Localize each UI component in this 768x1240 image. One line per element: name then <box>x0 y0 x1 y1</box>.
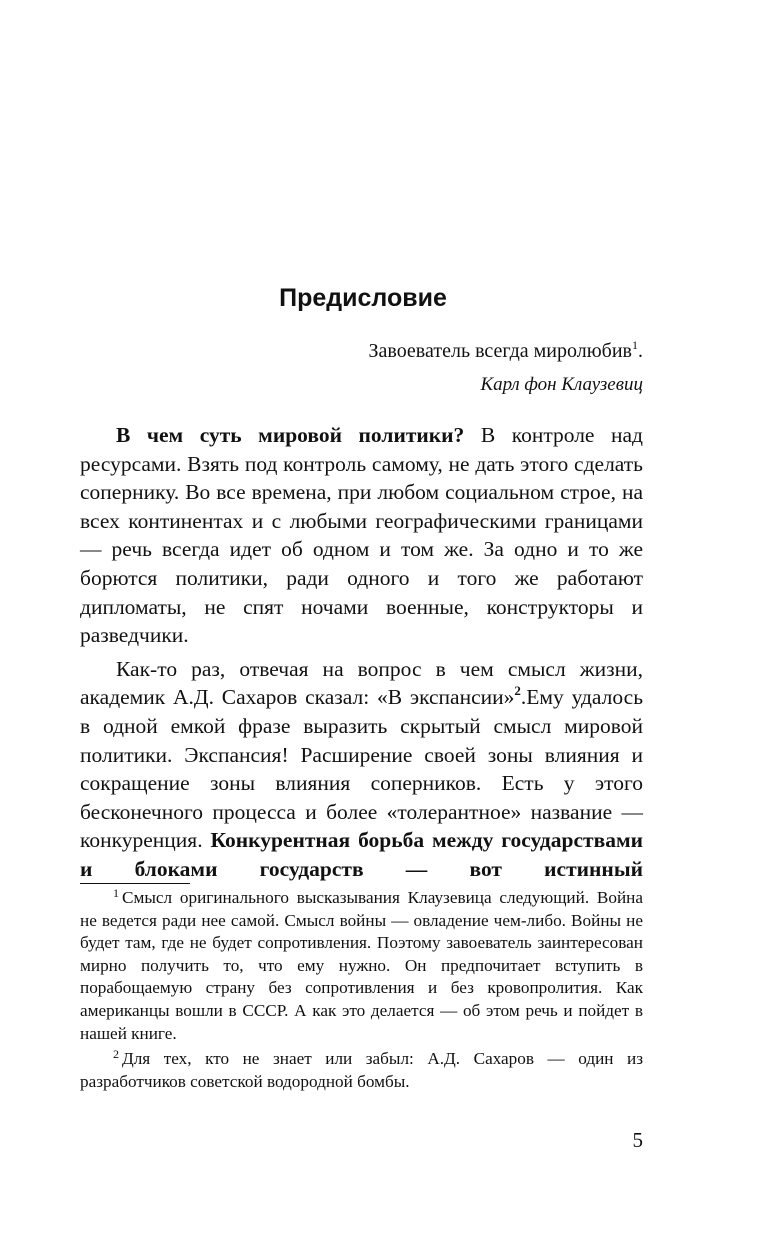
footnote-2-number: 2 <box>113 1047 119 1062</box>
main-text <box>80 421 643 884</box>
footnotes <box>80 887 643 1093</box>
epigraph-quote-line <box>368 336 643 366</box>
footnote-2 <box>80 1048 643 1093</box>
chapter-title: Предисловие <box>279 284 447 312</box>
footnote-1-number: 1 <box>113 886 119 900</box>
epigraph-footnote-ref[interactable]: 1 <box>632 338 638 352</box>
page-number: 5 <box>632 1128 643 1152</box>
footnote-divider <box>80 883 190 884</box>
paragraph-2-text-start: Как-то раз, отвечая на вопрос в чем смысл жизни, академик А.Д. Сахаров сказал: «В экспансии» <box>80 656 643 710</box>
epigraph-quote: Завоеватель всегда миролюбив <box>368 340 632 362</box>
footnote-1-text: Смысл оригинального высказывания Клаузевица следующий. Война не ведется ради нее самой. Смысл войны — овладение чем-либо. Войны не будет там, где не будет сопротивления. Поэтому завоеватель заинтересован мирно получить то, что ему нужно. Он предпочитает вступить в порабощаемую страну без сопротивления и без кровопролития. Как американцы вошли в СССР. А как это делается — об этом речь и пойдет в нашей книге. <box>80 888 643 1043</box>
paragraph-2-text-after-ref: .Ему удалось в одной емкой фразе выразить скрытый смысл мировой политики. Экспансия! Расширение своей зоны влияния и сокращение зоны влияния соперников. Есть у этого бесконечного процесса и более «толерантное» название — конкуренция. <box>80 685 643 853</box>
paragraph-2 <box>80 655 643 884</box>
paragraph-1-text: В контроле над ресурсами. Взять под контроль самому, не дать этого сделать сопернику. Во все времена, при любом социальном строе, на всех континентах и с любыми географическими границами — речь всегда идет об одном и том же. За одно и то же борются политики, ради одного и того же работают дипломаты, не спят ночами военные, конструкторы и разведчики. <box>80 423 643 648</box>
paragraph-2-trailing-bold: Конкурентная борьба между государствами и блоками государств — вот истинный <box>80 828 643 881</box>
paragraph-1-lead: В чем суть мировой политики? <box>116 423 465 447</box>
epigraph-author: Карл фон Клаузевиц <box>480 374 643 395</box>
paragraph-2-footnote-ref[interactable]: 2 <box>514 683 521 699</box>
footnote-2-text: Для тех, кто не знает или забыл: А.Д. Сахаров — один из разработчиков советской водородной бомбы. <box>80 1049 643 1091</box>
footnote-1 <box>80 887 643 1045</box>
epigraph-quote-end: . <box>638 340 643 362</box>
epigraph <box>368 336 643 400</box>
paragraph-1 <box>80 421 643 650</box>
